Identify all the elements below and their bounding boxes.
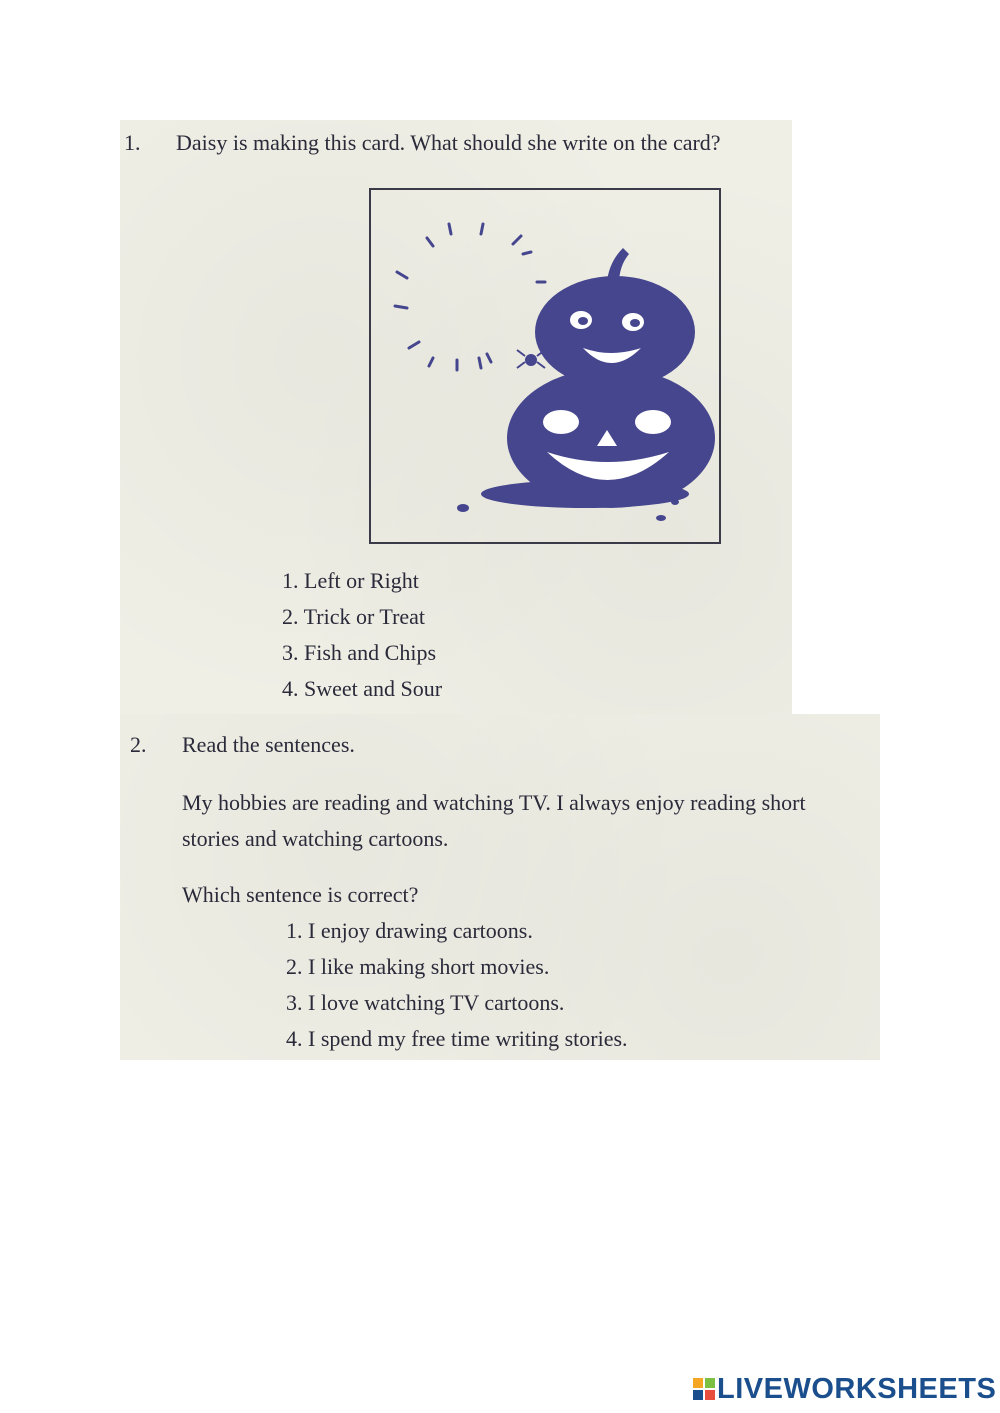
question-2-option-3: 3. I love watching TV cartoons. (286, 990, 565, 1015)
question-2-section (120, 714, 880, 1060)
question-2-option-2: 2. I like making short movies. (286, 954, 550, 979)
question-2-question: Which sentence is correct? (182, 882, 419, 907)
question-2-instruction: Read the sentences. (182, 732, 355, 757)
question-2-passage-line-1: My hobbies are reading and watching TV. I always enjoy reading short (182, 790, 806, 815)
halloween-card (369, 188, 721, 544)
question-1-section (120, 120, 792, 714)
question-1-prompt: Daisy is making this card. What should she write on the card? (176, 130, 721, 155)
liveworksheets-brand-text: LIVEWORKSHEETS (717, 1372, 997, 1405)
question-1-number: 1. (124, 130, 141, 155)
question-2-option-1: 1. I enjoy drawing cartoons. (286, 918, 533, 943)
liveworksheets-logo (693, 1372, 997, 1405)
question-1-option-3: 3. Fish and Chips (282, 640, 437, 665)
question-1-option-2: 2. Trick or Treat (282, 604, 426, 629)
question-1-option-1: 1. Left or Right (282, 568, 419, 593)
question-2-passage-line-2: stories and watching cartoons. (182, 826, 449, 851)
jack-o-lantern-pumpkins-icon (371, 190, 723, 546)
question-1-option-4: 4. Sweet and Sour (282, 676, 443, 701)
question-2-number: 2. (130, 732, 147, 757)
liveworksheets-logo-icon (693, 1378, 715, 1400)
question-2-option-4: 4. I spend my free time writing stories. (286, 1026, 628, 1051)
